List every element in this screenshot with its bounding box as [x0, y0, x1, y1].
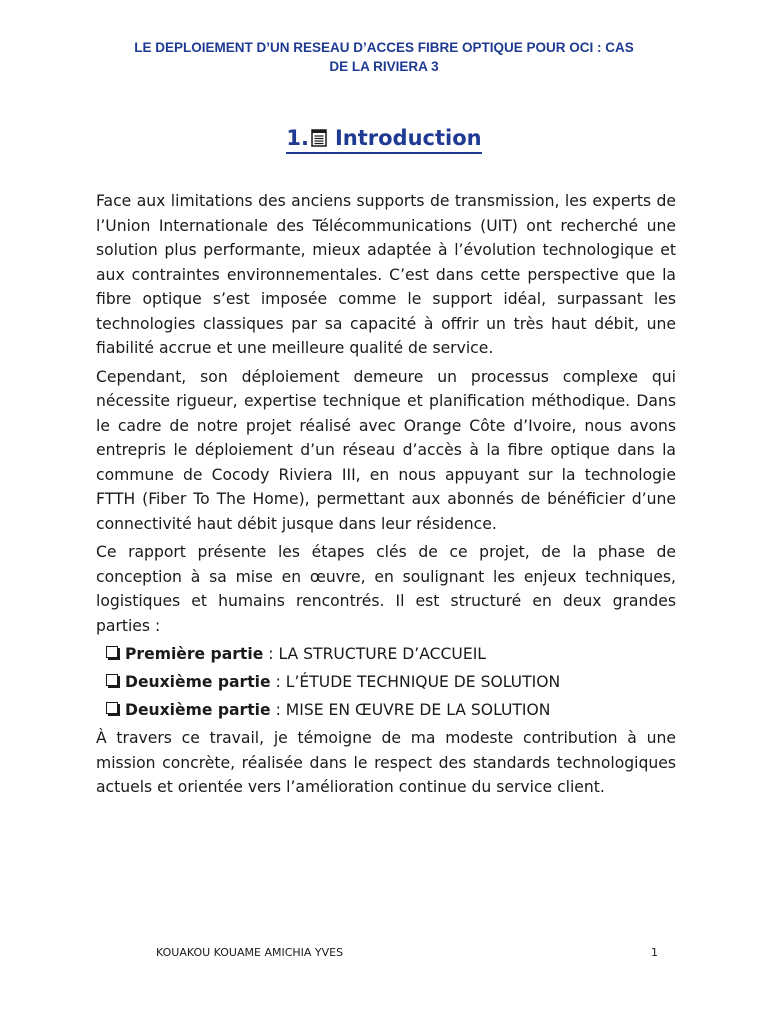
paragraph-1: Face aux limitations des anciens supports de transmission, les experts de l’Union Internationale des Télécommunications (UIT) ont recherché une solution plus performante, mieux adaptée à l’évolution technologique et aux contraintes environnementales. C’est dans cette perspective que la fibre optique s’est imposée comme le support idéal, surpassant les technologies classiques par sa capacité à offrir un très haut débit, une fiabilité accrue et une meilleure qualité de service.	[96, 192, 676, 357]
list-item	[96, 642, 676, 666]
paragraph-2: Cependant, son déploiement demeure un processus complexe qui nécessite rigueur, expertise technique et planification méthodique. Dans le cadre de notre projet réalisé avec Orange Côte d’Ivoire, nous avons entrepris le déploiement d’un réseau d’accès à la fibre optique dans la commune de Cocody Riviera III, en nous appuyant sur la technologie FTTH (Fiber To The Home), permettant aux abonnés de bénéficier d’une connectivité haut débit jusque dans leur résidence.	[96, 367, 676, 533]
header-line-1: LE DEPLOIEMENT D’UN RESEAU D’ACCES FIBRE OPTIQUE POUR OCI : CAS	[134, 40, 634, 55]
document-icon	[311, 126, 327, 144]
parts-list	[96, 642, 676, 722]
part-separator: :	[270, 701, 286, 719]
header-line-2: DE LA RIVIERA 3	[329, 59, 439, 74]
checkbox-bullet-icon	[106, 646, 118, 658]
section-heading-underlined	[286, 124, 481, 154]
list-item	[96, 698, 676, 722]
section-title: Introduction	[334, 126, 482, 150]
footer-author: KOUAKOU KOUAME AMICHIA YVES	[156, 946, 344, 959]
section-number: 1.	[286, 126, 309, 150]
paragraph-3: Ce rapport présente les étapes clés de ce projet, de la phase de conception à sa mise en œuvre, en soulignant les enjeux techniques, logistiques et humains rencontrés. Il est structuré en deux grandes parties :	[96, 543, 676, 635]
part-separator: :	[263, 645, 279, 663]
part-separator: :	[270, 673, 286, 691]
checkbox-bullet-icon	[106, 674, 118, 686]
section-heading	[0, 124, 768, 154]
part-value: MISE EN ŒUVRE DE LA SOLUTION	[285, 701, 551, 719]
part-label: Deuxième partie	[125, 673, 271, 691]
part-value: L’ÉTUDE TECHNIQUE DE SOLUTION	[285, 673, 561, 691]
part-label: Première partie	[125, 645, 264, 663]
document-body	[96, 189, 676, 804]
list-item	[96, 670, 676, 694]
paragraph-conclusion: À travers ce travail, je témoigne de ma modeste contribution à une mission concrète, réalisée dans le respect des standards technologiques actuels et orientée vers l’amélioration continue du service client.	[96, 729, 676, 796]
page-number: 1	[651, 946, 658, 959]
part-value: LA STRUCTURE D’ACCUEIL	[278, 645, 486, 663]
running-header	[80, 38, 688, 76]
checkbox-bullet-icon	[106, 702, 118, 714]
part-label: Deuxième partie	[125, 701, 271, 719]
